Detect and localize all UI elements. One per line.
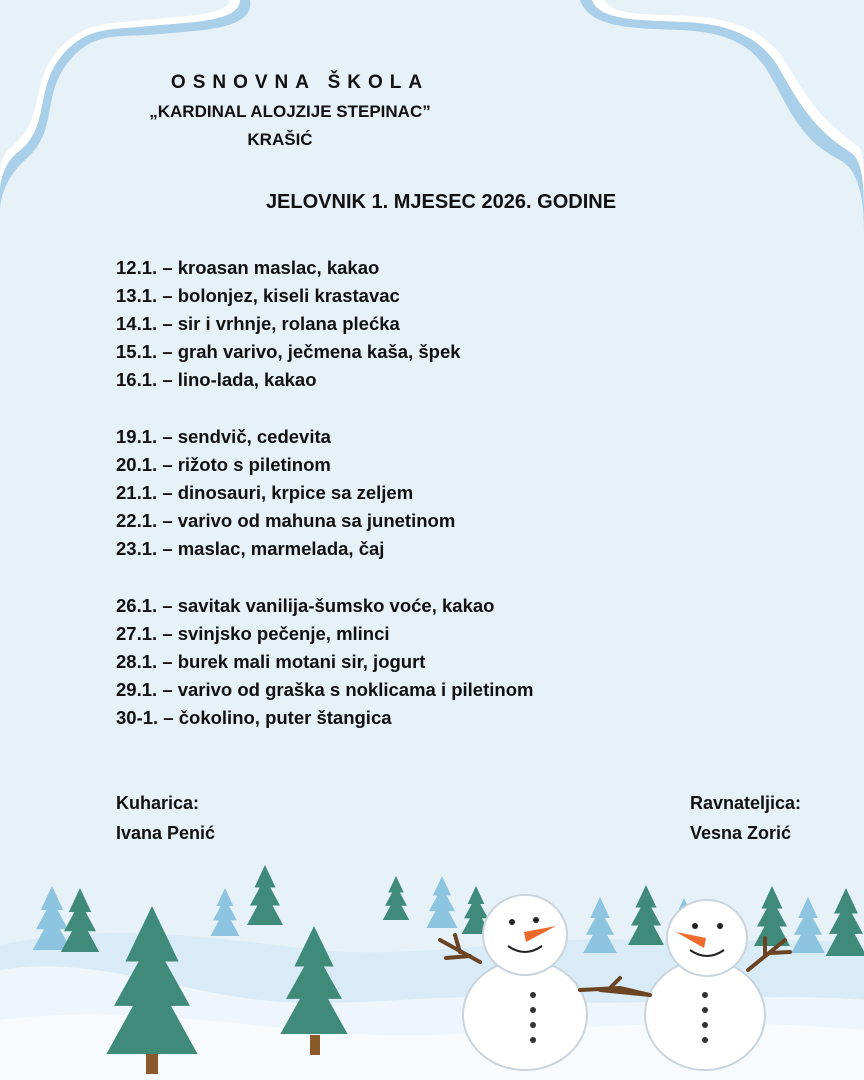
principal-signature (690, 788, 801, 848)
principal-name: Vesna Zorić (690, 823, 792, 843)
menu-item: 28.1. – burek mali motani sir, jogurt (116, 651, 426, 672)
school-header (110, 72, 470, 150)
tree-icon (628, 885, 664, 945)
page-title: JELOVNIK 1. MJESEC 2026. GODINE (265, 191, 617, 213)
tree-icon (211, 888, 240, 936)
tree-icon (791, 897, 825, 953)
menu-item: 21.1. – dinosauri, krpice sa zeljem (116, 482, 414, 503)
winter-scene-illustration (0, 850, 864, 1080)
menu-item: 30-1. – čokolino, puter štangica (116, 707, 392, 728)
menu-item: 13.1. – bolonjez, kiseli krastavac (116, 285, 400, 306)
tree-icon (754, 886, 790, 946)
menu-item: 26.1. – savitak vanilija-šumsko voće, kakao (116, 595, 495, 616)
menu-item: 19.1. – sendvič, cedevita (116, 426, 331, 447)
cook-name: Ivana Penić (116, 823, 216, 843)
tree-icon (426, 876, 457, 928)
menu-item: 22.1. – varivo od mahuna sa junetinom (116, 510, 456, 531)
menu-item: 16.1. – lino-lada, kakao (116, 369, 317, 390)
tree-icon (61, 888, 99, 952)
menu-item: 20.1. – rižoto s piletinom (116, 454, 331, 475)
tree-icon (583, 897, 617, 953)
school-type: OSNOVNA ŠKOLA (170, 72, 430, 93)
menu-item: 12.1. – kroasan maslac, kakao (116, 257, 380, 278)
tree-icon (247, 865, 283, 925)
menu-list (116, 254, 533, 732)
tree-icon (826, 888, 864, 956)
menu-item: 15.1. – grah varivo, ječmena kaša, špek (116, 341, 461, 362)
cook-role: Kuharica: (116, 793, 200, 813)
principal-role: Ravnateljica: (690, 793, 802, 813)
menu-item: 23.1. – maslac, marmelada, čaj (116, 538, 385, 559)
menu-item: 29.1. – varivo od graška s noklicama i piletinom (116, 679, 534, 700)
school-name: „KARDINAL ALOJZIJE STEPINAC” (149, 102, 431, 121)
tree-icon (383, 876, 409, 920)
school-location: KRAŠIĆ (247, 130, 313, 149)
tree-icon (33, 886, 71, 950)
cook-signature (116, 788, 215, 848)
menu-item: 27.1. – svinjsko pečenje, mlinci (116, 623, 390, 644)
menu-item: 14.1. – sir i vrhnje, rolana plećka (116, 313, 400, 334)
